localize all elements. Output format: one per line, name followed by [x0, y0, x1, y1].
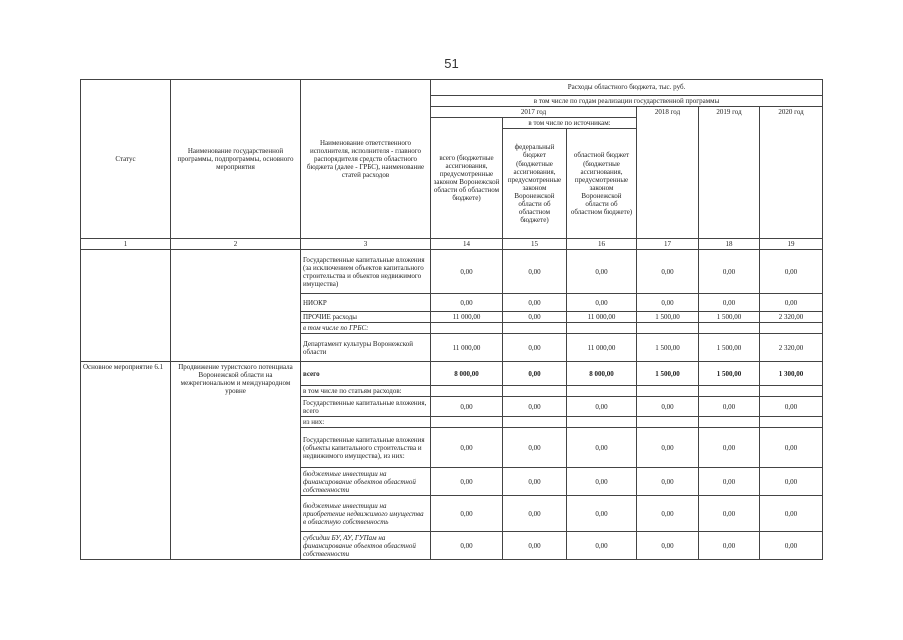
value-cell: 0,00 — [760, 468, 823, 496]
value-cell: 0,00 — [637, 496, 699, 532]
value-cell: 0,00 — [431, 250, 503, 294]
value-cell: 0,00 — [567, 294, 637, 312]
value-cell: 0,00 — [503, 362, 567, 386]
value-cell: 1 500,00 — [699, 362, 760, 386]
value-cell: 0,00 — [637, 250, 699, 294]
row-label: НИОКР — [301, 294, 431, 312]
value-cell: 0,00 — [699, 294, 760, 312]
value-cell: 0,00 — [760, 397, 823, 417]
budget-table — [80, 79, 823, 560]
value-cell: 0,00 — [431, 532, 503, 560]
value-cell: 0,00 — [567, 250, 637, 294]
col-number: 16 — [567, 239, 637, 250]
col-number: 14 — [431, 239, 503, 250]
value-cell: 0,00 — [760, 428, 823, 468]
row-label: всего — [301, 362, 431, 386]
col-number: 3 — [301, 239, 431, 250]
value-cell: 0,00 — [699, 468, 760, 496]
row-label: из них: — [301, 417, 431, 428]
value-cell: 11 000,00 — [567, 334, 637, 362]
value-cell: 0,00 — [567, 397, 637, 417]
table-row — [81, 250, 823, 294]
col-number: 18 — [699, 239, 760, 250]
value-cell: 0,00 — [699, 496, 760, 532]
value-cell: 8 000,00 — [431, 362, 503, 386]
header-year-2019: 2019 год — [699, 107, 760, 239]
value-cell: 1 300,00 — [760, 362, 823, 386]
header-executor: Наименование ответственного исполнителя, исполнителя - главного распорядителя средств областного бюджета (далее - ГРБС), наименование статей расходов — [301, 80, 431, 239]
value-cell: 0,00 — [567, 468, 637, 496]
header-federal-col: федеральный бюджет (бюджетные ассигнования, предусмотренные законом Воронежской области об областном бюджете) — [503, 129, 567, 239]
row-label: Государственные капитальные вложения (за исключением объектов капитального строительства и объектов недвижимого имущества) — [301, 250, 431, 294]
row-label: бюджетные инвестиции на приобретение недвижимого имущества в областную собственность — [301, 496, 431, 532]
value-cell: 0,00 — [760, 250, 823, 294]
row-label: субсидии БУ, АУ, ГУПам на финансирование объектов областной собственности — [301, 532, 431, 560]
value-cell: 0,00 — [503, 496, 567, 532]
value-cell: 0,00 — [760, 294, 823, 312]
row-label: Департамент культуры Воронежской области — [301, 334, 431, 362]
header-program-name: Наименование государственной программы, подпрограммы, основного мероприятия — [171, 80, 301, 239]
value-cell: 1 500,00 — [637, 362, 699, 386]
value-cell: 11 000,00 — [567, 312, 637, 323]
value-cell: 0,00 — [699, 532, 760, 560]
header-year-2017: 2017 год — [431, 107, 637, 118]
value-cell: 0,00 — [567, 532, 637, 560]
value-cell: 2 320,00 — [760, 312, 823, 323]
value-cell: 0,00 — [503, 312, 567, 323]
value-cell: 0,00 — [567, 428, 637, 468]
value-cell: 11 000,00 — [431, 312, 503, 323]
value-cell: 0,00 — [431, 428, 503, 468]
value-cell: 0,00 — [431, 397, 503, 417]
col-number: 19 — [760, 239, 823, 250]
value-cell: 8 000,00 — [567, 362, 637, 386]
row-label: Государственные капитальные вложения, всего — [301, 397, 431, 417]
status-cell-empty — [81, 250, 171, 362]
value-cell: 0,00 — [503, 428, 567, 468]
table-row — [81, 362, 823, 386]
row-label: ПРОЧИЕ расходы — [301, 312, 431, 323]
value-cell: 0,00 — [503, 468, 567, 496]
col-number: 2 — [171, 239, 301, 250]
column-numbers-row — [81, 239, 823, 250]
value-cell: 0,00 — [431, 294, 503, 312]
value-cell: 1 500,00 — [699, 312, 760, 323]
header-expenses-title: Расходы областного бюджета, тыс. руб. — [431, 80, 823, 96]
value-cell: 0,00 — [760, 532, 823, 560]
value-cell: 0,00 — [503, 334, 567, 362]
header-regional-col: областной бюджет (бюджетные ассигнования, предусмотренные законом Воронежской области об областном бюджете) — [567, 129, 637, 239]
page-number: 51 — [444, 56, 459, 71]
header-year-2020: 2020 год — [760, 107, 823, 239]
value-cell: 0,00 — [760, 496, 823, 532]
header-year-2018: 2018 год — [637, 107, 699, 239]
value-cell: 0,00 — [503, 250, 567, 294]
main-event-name: Продвижение туристского потенциала Воронежской области на межрегиональном и международном уровне — [171, 362, 301, 560]
header-total-col: всего (бюджетные ассигнования, предусмотренные законом Воронежской области об областном бюджете) — [431, 118, 503, 239]
value-cell: 0,00 — [699, 428, 760, 468]
value-cell: 1 500,00 — [699, 334, 760, 362]
row-label: бюджетные инвестиции на финансирование объектов областной собственности — [301, 468, 431, 496]
main-event-status: Основное мероприятие 6.1 — [81, 362, 171, 560]
header-status: Статус — [81, 80, 171, 239]
value-cell: 0,00 — [637, 397, 699, 417]
program-cell-empty — [171, 250, 301, 362]
header-row-1 — [81, 80, 823, 96]
value-cell: 1 500,00 — [637, 312, 699, 323]
value-cell: 0,00 — [637, 294, 699, 312]
value-cell: 0,00 — [699, 250, 760, 294]
header-by-sources: в том числе по источникам: — [503, 118, 637, 129]
value-cell: 2 320,00 — [760, 334, 823, 362]
row-label: Государственные капитальные вложения (объекты капитального строительства и недвижимого имущества), из них: — [301, 428, 431, 468]
value-cell: 0,00 — [637, 532, 699, 560]
value-cell: 0,00 — [567, 496, 637, 532]
value-cell: 11 000,00 — [431, 334, 503, 362]
header-by-years: в том числе по годам реализации государственной программы — [431, 96, 823, 107]
value-cell: 0,00 — [637, 428, 699, 468]
value-cell: 0,00 — [503, 397, 567, 417]
row-label: в том числе по статьям расходов: — [301, 386, 431, 397]
col-number: 1 — [81, 239, 171, 250]
value-cell: 0,00 — [699, 397, 760, 417]
value-cell: 0,00 — [503, 532, 567, 560]
value-cell: 0,00 — [431, 496, 503, 532]
value-cell: 0,00 — [503, 294, 567, 312]
row-label: в том числе по ГРБС: — [301, 323, 431, 334]
value-cell: 0,00 — [637, 468, 699, 496]
col-number: 17 — [637, 239, 699, 250]
value-cell: 0,00 — [431, 468, 503, 496]
col-number: 15 — [503, 239, 567, 250]
value-cell: 1 500,00 — [637, 334, 699, 362]
